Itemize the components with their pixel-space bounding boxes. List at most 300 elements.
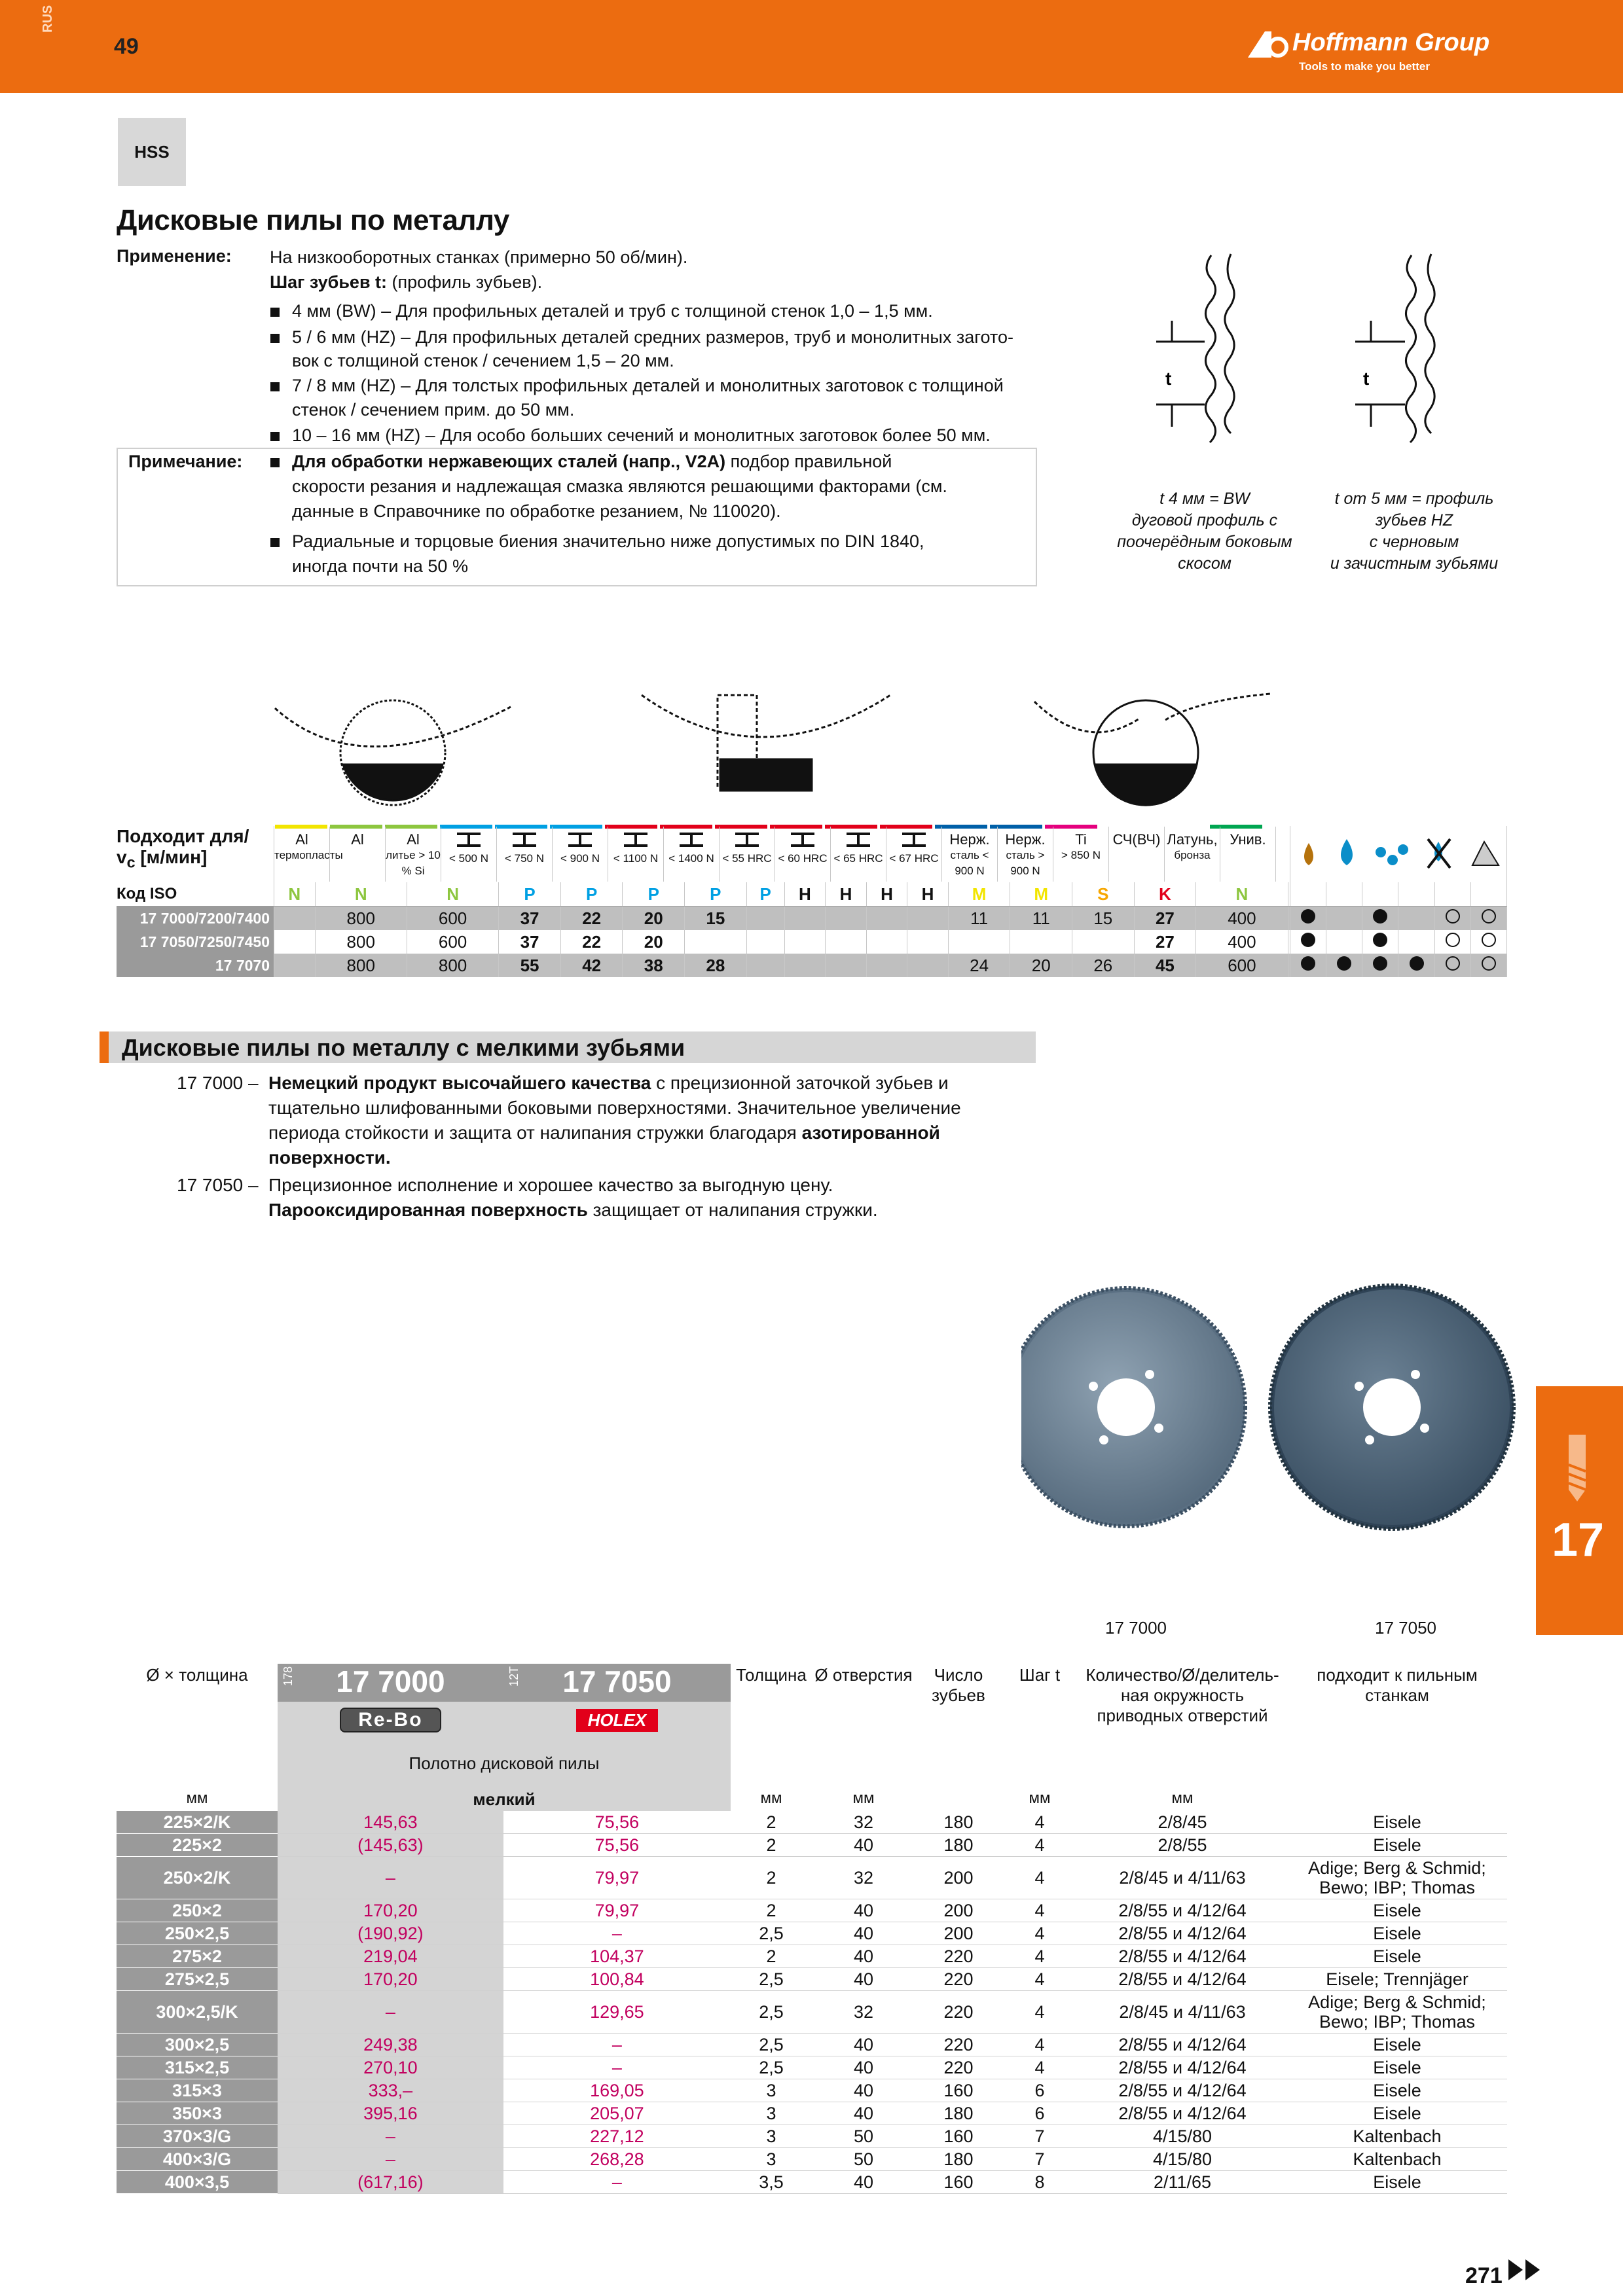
bw-caption-2: дуговой профиль с <box>1131 511 1278 529</box>
teeth-cell: 220 <box>915 2056 1002 2079</box>
price-177050[interactable]: 79,97 <box>503 1857 731 1899</box>
machines-cell: Eisele <box>1287 2079 1507 2102</box>
next-page-arrow-icon[interactable] <box>1506 2257 1545 2283</box>
material-top-14: Ti <box>1075 831 1087 848</box>
table-row <box>117 1857 1507 1899</box>
bore-cell: 40 <box>812 2056 915 2079</box>
coolant-mark <box>1434 930 1470 954</box>
table-row <box>117 2102 1507 2125</box>
tooth-profile-diagram <box>1133 249 1499 484</box>
iso-code-5: P <box>623 882 685 906</box>
table-row <box>117 1811 1507 1834</box>
pitch-cell: 4 <box>1002 1899 1078 1922</box>
note-bullet-1 <box>292 449 892 474</box>
note-line-2: скорости резания и надлежащая смазка являются решающими факторами (см. <box>292 476 947 496</box>
table-row <box>117 2034 1507 2056</box>
bore-cell: 32 <box>812 1811 915 1834</box>
suitability-row-code: 17 7000/7200/7400 <box>117 906 274 931</box>
suit-head-1: Подходит для/ <box>117 826 249 846</box>
price-177000[interactable]: 145,63 <box>278 1811 503 1834</box>
page-number: 271 <box>1465 2263 1503 2288</box>
p1-rest: с прецизионной заточкой зубьев и <box>651 1073 949 1093</box>
teeth-cell: 220 <box>915 1945 1002 1968</box>
code-header-177050 <box>503 1664 731 1702</box>
teeth-cell: 160 <box>915 2125 1002 2148</box>
application-bullet-3-cont: стенок / сечением прим. до 50 мм. <box>292 400 575 420</box>
iso-code-9: H <box>826 882 867 906</box>
holes-cell: 4/15/80 <box>1078 2148 1287 2171</box>
price-177000[interactable]: – <box>278 2148 503 2171</box>
teeth-cell: 200 <box>915 1899 1002 1922</box>
iso-code-11: H <box>907 882 949 906</box>
material-header-15 <box>1109 827 1165 882</box>
speed-value: 37 <box>499 930 561 954</box>
holes-cell: 2/8/55 и 4/12/64 <box>1078 2079 1287 2102</box>
holes-cell: 2/8/55 и 4/12/64 <box>1078 2102 1287 2125</box>
bore-cell: 40 <box>812 1834 915 1857</box>
price-177050[interactable]: 79,97 <box>503 1899 731 1922</box>
application-bullet-1: 4 мм (BW) – Для профильных деталей и труб с толщиной стенок 1,0 – 1,5 мм. <box>292 298 933 323</box>
thickness-cell: 2,5 <box>731 1968 812 1991</box>
material-header-2 <box>386 827 441 882</box>
oil-drop-icon <box>1304 843 1313 865</box>
speed-value <box>274 954 316 977</box>
section-accent <box>100 1031 109 1063</box>
speed-value: 27 <box>1134 930 1196 954</box>
teeth-cell: 180 <box>915 2102 1002 2125</box>
hz-caption-4: и зачистным зубьями <box>1330 554 1499 573</box>
application-bullet-2: 5 / 6 мм (HZ) – Для профильных деталей средних размеров, труб и монолитных загото- <box>292 325 1013 350</box>
steel-beam-icon <box>510 832 539 848</box>
size-cell: 300×2,5/K <box>117 1991 278 2034</box>
table-row <box>117 2056 1507 2079</box>
no-coolant-icon <box>1428 839 1450 868</box>
material-top-0: Al <box>295 831 308 848</box>
bore-cell: 32 <box>812 1857 915 1899</box>
speed-value: 27 <box>1134 906 1196 931</box>
code-header-177000 <box>278 1664 503 1702</box>
machines-cell: Eisele <box>1287 2102 1507 2125</box>
material-top-2: Al <box>407 831 420 848</box>
pitch-cell: 4 <box>1002 2056 1078 2079</box>
speed-value <box>784 906 826 931</box>
pitch-cell: 4 <box>1002 1811 1078 1834</box>
price-177050[interactable]: 104,37 <box>503 1945 731 1968</box>
units-row <box>117 1788 1507 1811</box>
teeth-cell: 180 <box>915 2148 1002 2171</box>
coolant-mark <box>1290 930 1326 954</box>
material-sub-14: > 850 N <box>1061 849 1101 861</box>
teeth-header: Число зубьев <box>932 1665 985 1705</box>
material-sub-12: сталь < 900 N <box>950 849 989 877</box>
iso-code-7: P <box>746 882 784 906</box>
holes-unit: мм <box>1171 1789 1194 1807</box>
price-177000[interactable]: (145,63) <box>278 1834 503 1857</box>
holes-cell: 2/8/55 и 4/12/64 <box>1078 1945 1287 1968</box>
coolant-mark <box>1398 906 1434 931</box>
application-bullet-3: 7 / 8 мм (HZ) – Для толстых профильных деталей и монолитных заготовок с толщиной <box>292 373 1004 398</box>
material-sub-13: сталь > 900 N <box>1006 849 1045 877</box>
bore-cell: 50 <box>812 2125 915 2148</box>
page-title: Дисковые пилы по металлу <box>117 204 509 236</box>
filled-dot-icon <box>1337 956 1351 971</box>
price-177050[interactable]: – <box>503 1922 731 1945</box>
price-177050[interactable]: 75,56 <box>503 1834 731 1857</box>
pitch-t-label-bw: t <box>1165 368 1172 389</box>
speed-value: 15 <box>1072 906 1135 931</box>
suit-head-2: [м/мин] <box>135 847 208 867</box>
material-header-10 <box>831 827 886 882</box>
bw-caption-4: скосом <box>1178 554 1231 573</box>
machines-cell: Eisele <box>1287 1811 1507 1834</box>
holes-cell: 2/8/55 <box>1078 1834 1287 1857</box>
label-12t: 12T <box>507 1666 520 1687</box>
speed-value: 42 <box>560 954 623 977</box>
price-177000[interactable]: 170,20 <box>278 1899 503 1922</box>
steel-beam-icon <box>844 832 873 848</box>
machines-cell: Eisele; Trennjäger <box>1287 1968 1507 1991</box>
price-177000[interactable]: 270,10 <box>278 2056 503 2079</box>
table-row <box>117 2171 1507 2194</box>
brand-holex-cell <box>503 1702 731 1738</box>
iso-code-1: N <box>315 882 407 906</box>
iso-row <box>117 882 1507 906</box>
material-header-11 <box>886 827 942 882</box>
thickness-cell: 2,5 <box>731 2034 812 2056</box>
teeth-cell: 220 <box>915 1991 1002 2034</box>
hz-caption-3: с черновым <box>1369 533 1459 551</box>
machines-cell: Eisele <box>1287 1922 1507 1945</box>
thickness-cell: 2,5 <box>731 1922 812 1945</box>
bore-cell: 40 <box>812 1968 915 1991</box>
teeth-cell: 220 <box>915 1968 1002 1991</box>
coolant-icon-set <box>1290 826 1506 878</box>
speed-value <box>1010 930 1072 954</box>
brand-name: Hoffmann Group <box>1292 29 1490 56</box>
holes-cell: 2/8/55 и 4/12/64 <box>1078 1968 1287 1991</box>
machines-cell: Eisele <box>1287 2034 1507 2056</box>
iso-code-6: P <box>685 882 747 906</box>
application-label: Применение: <box>117 246 232 266</box>
thickness-cell: 2 <box>731 1945 812 1968</box>
speed-value: 20 <box>1010 954 1072 977</box>
material-top-15: СЧ(ВЧ) <box>1112 831 1161 848</box>
speed-value <box>685 930 747 954</box>
chapter-tab[interactable] <box>1536 1386 1623 1635</box>
saw-blade-177050-image <box>1270 1285 1514 1529</box>
bore-cell: 40 <box>812 2079 915 2102</box>
suit-head-c: c <box>126 853 136 871</box>
open-circle-icon <box>1446 956 1460 971</box>
language-code: RUS <box>41 5 55 33</box>
machines-cell: Eisele <box>1287 2171 1507 2194</box>
suitability-row <box>117 954 1507 977</box>
speed-value: 600 <box>1196 954 1288 977</box>
pitch-cell: 4 <box>1002 2034 1078 2056</box>
table-row <box>117 2079 1507 2102</box>
material-sub-2: литье > 10 % Si <box>386 849 441 877</box>
p2-rest: защищает от налипания стружки. <box>587 1200 878 1220</box>
pitch-cell: 4 <box>1002 1991 1078 2034</box>
teeth-cell: 180 <box>915 1811 1002 1834</box>
holes-cell: 2/11/65 <box>1078 2171 1287 2194</box>
hz-caption <box>1309 488 1519 575</box>
coolant-mark <box>1290 954 1326 977</box>
speed-value: 800 <box>315 906 407 931</box>
coolant-mark <box>1398 954 1434 977</box>
iso-code-0: N <box>274 882 316 906</box>
material-sub-9: < 60 HRC <box>778 852 828 865</box>
coolant-mark <box>1434 954 1470 977</box>
price-177000[interactable]: (617,16) <box>278 2171 503 2194</box>
open-circle-icon <box>1482 909 1496 924</box>
suitability-row-code: 17 7070 <box>117 954 274 977</box>
teeth-cell: 180 <box>915 1834 1002 1857</box>
price-177000[interactable]: – <box>278 1857 503 1899</box>
price-177050[interactable]: 75,56 <box>503 1811 731 1834</box>
speed-value: 22 <box>560 906 623 931</box>
teeth-cell: 160 <box>915 2171 1002 2194</box>
iso-code-3: P <box>499 882 561 906</box>
material-sub-11: < 67 HRC <box>889 852 939 865</box>
label-178: 178 <box>282 1666 295 1687</box>
speed-value: 15 <box>685 906 747 931</box>
material-header-5 <box>553 827 608 882</box>
speed-value <box>826 954 867 977</box>
price-177050[interactable]: 205,07 <box>503 2102 731 2125</box>
holes-cell: 2/8/55 и 4/12/64 <box>1078 1922 1287 1945</box>
size-cell: 225×2/K <box>117 1811 278 1834</box>
note-bold: Для обработки нержавеющих сталей (напр., V2A) <box>292 452 726 471</box>
brand-rebo-cell <box>278 1702 503 1738</box>
machines-cell: Eisele <box>1287 1834 1507 1857</box>
material-sub-7: < 1400 N <box>668 852 714 865</box>
speed-value <box>746 930 784 954</box>
speed-value: 20 <box>623 906 685 931</box>
holes-header: Количество/Ø/делитель-ная окружность приводных отверстий <box>1085 1665 1279 1725</box>
iso-code-16: N <box>1196 882 1288 906</box>
bore-cell: 50 <box>812 2148 915 2171</box>
bore-unit: мм <box>852 1789 875 1807</box>
note-line-5: иногда почти на 50 % <box>292 556 468 576</box>
price-177000[interactable]: 219,04 <box>278 1945 503 1968</box>
note-label: Примечание: <box>128 452 243 471</box>
machines-cell: Eisele <box>1287 1945 1507 1968</box>
note-rest: подбор правильной <box>725 452 892 471</box>
hz-caption-1: t от 5 мм = профиль <box>1334 490 1494 508</box>
pitch-rest: (профиль зубьев). <box>387 272 543 292</box>
machines-cell: Eisele <box>1287 2056 1507 2079</box>
suitability-row <box>117 930 1507 954</box>
price-177000[interactable]: 249,38 <box>278 2034 503 2056</box>
code-177050: 17 7050 <box>562 1664 672 1698</box>
size-cell: 300×2,5 <box>117 2034 278 2056</box>
speed-value <box>826 930 867 954</box>
size-cell: 250×2/K <box>117 1857 278 1899</box>
speed-value: 800 <box>407 954 498 977</box>
note-line-3: данные в Справочнике по обработке резанием, № 110020). <box>292 501 781 521</box>
coolant-mark <box>1362 954 1398 977</box>
size-cell: 350×3 <box>117 2102 278 2125</box>
water-drop-icon <box>1341 839 1353 865</box>
material-header-6 <box>608 827 664 882</box>
p1-line-2: тщательно шлифованными боковыми поверхностями. Значительное увеличение <box>268 1098 961 1118</box>
price-177000[interactable]: 333,– <box>278 2079 503 2102</box>
material-sub-8: < 55 HRC <box>722 852 772 865</box>
teeth-cell: 160 <box>915 2079 1002 2102</box>
price-177050[interactable]: – <box>503 2171 731 2194</box>
price-177000[interactable]: 395,16 <box>278 2102 503 2125</box>
steel-beam-icon <box>677 832 706 848</box>
filled-dot-icon <box>1301 933 1315 947</box>
p2-code: 17 7050 – <box>177 1175 259 1195</box>
material-sub-6: < 1100 N <box>613 852 659 865</box>
size-cell: 250×2,5 <box>117 1922 278 1945</box>
material-sub-3: < 500 N <box>448 852 488 865</box>
speed-value: 600 <box>407 930 498 954</box>
iso-code-14: S <box>1072 882 1135 906</box>
thickness-cell: 3 <box>731 2125 812 2148</box>
speed-value <box>948 930 1010 954</box>
thickness-cell: 3 <box>731 2079 812 2102</box>
page-number-top: 49 <box>114 34 139 59</box>
suitability-table <box>117 826 1507 977</box>
price-177000[interactable]: – <box>278 1991 503 2034</box>
material-sub-16: бронза <box>1174 849 1211 861</box>
steel-beam-icon <box>454 832 483 848</box>
price-177050[interactable]: 100,84 <box>503 1968 731 1991</box>
p2-bold: Пароокcидированная поверхность <box>268 1200 588 1220</box>
size-cell: 250×2 <box>117 1899 278 1922</box>
price-177050[interactable]: 129,65 <box>503 1991 731 2034</box>
price-177000[interactable]: – <box>278 2125 503 2148</box>
pitch-unit: мм <box>1029 1789 1051 1807</box>
open-circle-icon <box>1482 956 1496 971</box>
coolant-mark <box>1470 906 1506 931</box>
speed-value: 800 <box>315 954 407 977</box>
pitch-cell: 8 <box>1002 2171 1078 2194</box>
fine-label: мелкий <box>278 1788 731 1811</box>
teeth-cell: 220 <box>915 2034 1002 2056</box>
speed-value <box>866 906 907 931</box>
application-bullet-2-cont: вок с толщиной стенок / сечением 1,5 – 20 мм. <box>292 351 674 370</box>
product-table <box>117 1664 1507 2194</box>
price-177000[interactable]: 170,20 <box>278 1968 503 1991</box>
speed-value: 37 <box>499 906 561 931</box>
pitch-cell: 7 <box>1002 2148 1078 2171</box>
speed-value <box>907 906 949 931</box>
cutting-diagrams <box>262 681 1283 812</box>
pitch-cell: 4 <box>1002 1834 1078 1857</box>
size-cell: 315×3 <box>117 2079 278 2102</box>
size-cell: 370×3/G <box>117 2125 278 2148</box>
open-circle-icon <box>1482 933 1496 947</box>
machines-cell: Kaltenbach <box>1287 2125 1507 2148</box>
size-cell: 400×3/G <box>117 2148 278 2171</box>
iso-code-4: P <box>560 882 623 906</box>
material-top-13: Нерж. <box>1005 831 1046 848</box>
steel-beam-icon <box>566 832 594 848</box>
holes-cell: 4/15/80 <box>1078 2125 1287 2148</box>
p2-line-1: Прецизионное исполнение и хорошее качество за выгодную цену. <box>268 1175 833 1195</box>
speed-value: 11 <box>948 906 1010 931</box>
material-sub-5: < 900 N <box>560 852 600 865</box>
p2-line-2 <box>268 1198 878 1223</box>
iso-code-10: H <box>866 882 907 906</box>
p1-l3-bold: азотированной <box>801 1122 940 1143</box>
holex-logo: HOLEX <box>576 1709 659 1732</box>
price-177050[interactable]: 169,05 <box>503 2079 731 2102</box>
holes-cell: 2/8/45 <box>1078 1811 1287 1834</box>
p1-l3-text: периода стойкости и защита от налипания стружки благодаря <box>268 1122 802 1143</box>
material-header-4 <box>497 827 553 882</box>
bore-cell: 40 <box>812 2171 915 2194</box>
speed-value <box>784 930 826 954</box>
teeth-cell: 200 <box>915 1857 1002 1899</box>
section-title: Дисковые пилы по металлу с мелкими зубьями <box>122 1034 685 1061</box>
table-row <box>117 2125 1507 2148</box>
p1-code: 17 7000 – <box>177 1073 259 1093</box>
coolant-mark <box>1398 930 1434 954</box>
table-row <box>117 1922 1507 1945</box>
thickness-cell: 2,5 <box>731 2056 812 2079</box>
thickness-cell: 3,5 <box>731 2171 812 2194</box>
speed-value <box>907 954 949 977</box>
coolant-mark <box>1470 930 1506 954</box>
speed-value <box>907 930 949 954</box>
pitch-label: Шаг зубьев t: <box>270 272 388 292</box>
price-177000[interactable]: (190,92) <box>278 1922 503 1945</box>
price-177050[interactable]: – <box>503 2056 731 2079</box>
machines-cell: Eisele <box>1287 1899 1507 1922</box>
table-row <box>117 1945 1507 1968</box>
coolant-mark <box>1470 954 1506 977</box>
pitch-cell: 6 <box>1002 2102 1078 2125</box>
suitability-row <box>117 906 1507 931</box>
price-177050[interactable]: – <box>503 2034 731 2056</box>
dry-cut-icon <box>1472 842 1499 865</box>
table-row <box>117 1991 1507 2034</box>
size-unit: мм <box>186 1789 208 1807</box>
holes-cell: 2/8/45 и 4/11/63 <box>1078 1857 1287 1899</box>
pitch-t-label-hz: t <box>1363 368 1370 389</box>
price-177050[interactable]: 268,28 <box>503 2148 731 2171</box>
speed-value <box>274 930 316 954</box>
pitch-cell: 6 <box>1002 2079 1078 2102</box>
steel-beam-icon <box>621 832 650 848</box>
material-header-12 <box>942 827 998 882</box>
holes-cell: 2/8/45 и 4/11/63 <box>1078 1991 1287 2034</box>
photo-caption-177000: 17 7000 <box>1105 1618 1167 1638</box>
material-top-17: Унив. <box>1230 831 1266 848</box>
coolant-icons <box>1290 826 1507 882</box>
hz-caption-2: зубьев HZ <box>1375 511 1453 529</box>
note-bullet-2: Радиальные и торцовые биения значительно ниже допустимых по DIN 1840, <box>292 529 924 554</box>
table-row <box>117 2148 1507 2171</box>
rebo-logo: Re-Bo <box>340 1708 441 1732</box>
speed-value: 11 <box>1010 906 1072 931</box>
product-header-row <box>117 1664 1507 1702</box>
machines-cell: Adige; Berg & Schmid; Bewo; IBP; Thomas <box>1287 1991 1507 2034</box>
saw-blade-177000-image <box>1021 1288 1245 1526</box>
p1-line-1 <box>268 1071 949 1096</box>
price-177050[interactable]: 227,12 <box>503 2125 731 2148</box>
open-circle-icon <box>1446 909 1460 924</box>
material-header-14 <box>1053 827 1109 882</box>
blade-label: Полотно дисковой пилы <box>278 1738 731 1788</box>
teeth-cell: 200 <box>915 1922 1002 1945</box>
material-top-1: Al <box>351 831 364 848</box>
